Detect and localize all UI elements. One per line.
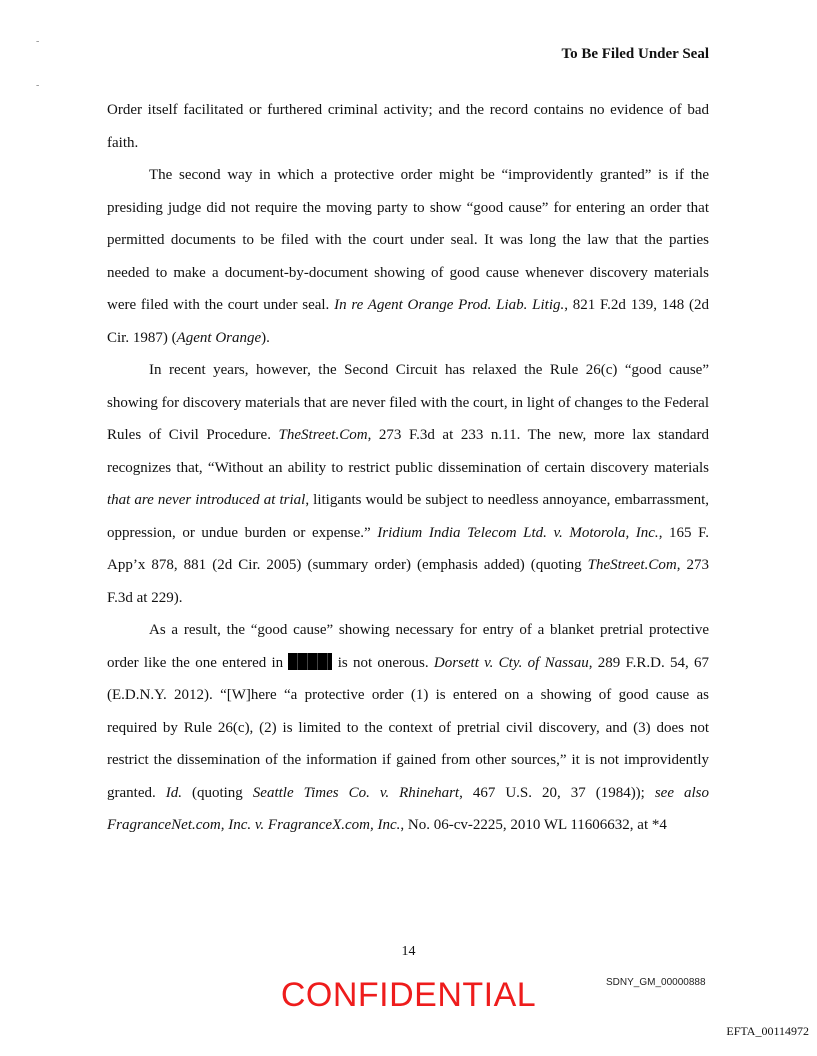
confidential-stamp: CONFIDENTIAL	[280, 976, 537, 1014]
paragraph-4: As a result, the “good cause” showing necessary for entry of a blanket pretrial protective order like the one entered in is not onerous. Dorsett v. Cty. of Nassau, 289 F.R.D. 54, 67 (E.D.N.Y. 2012). “[W]here “a protective order (1) is entered on a showing of good cause as required by Rule 26(c), (2) is limited to the context of pretrial civil discovery, and (3) does not restrict the dissemination of the information if gained from other sources,” it is not improvidently granted. Id. (quoting Seattle Times Co. v. Rhinehart, 467 U.S. 20, 37 (1984)); see also FragranceNet.com, Inc. v. FragranceX.com, Inc., No. 06-cv-2225, 2010 WL 11606632, at *4	[107, 622, 709, 833]
citation-seattle-times: Seattle Times Co. v. Rhinehart	[252, 784, 460, 801]
page-number: 14	[401, 944, 416, 959]
redaction-block	[288, 653, 332, 670]
emphasis-text: that are never introduced at trial	[107, 492, 306, 508]
citation-id: Id.	[165, 784, 182, 801]
citation-dorsett: Dorsett v. Cty. of Nassau	[433, 654, 589, 671]
paragraph-1: Order itself facilitated or furthered criminal activity; and the record contains no evidence of bad faith.	[107, 102, 709, 151]
citation-short-agent-orange: Agent Orange	[176, 329, 262, 346]
citation-iridium: Iridium India Telecom Ltd. v. Motorola, Inc.	[377, 524, 659, 541]
paragraph-2: The second way in which a protective order might be “improvidently granted” is if the presiding judge did not require the moving party to show “good cause” for entering an order that permitted documents to be filed with the court under seal. It was long the law that the parties needed to make a document-by-document showing of good cause whenever discovery materials were filed with the court under seal. In re Agent Orange Prod. Liab. Litig., 821 F.2d 139, 148 (2d Cir. 1987) (Agent Orange).	[107, 167, 709, 346]
paragraph-3: In recent years, however, the Second Circuit has relaxed the Rule 26(c) “good cause” showing for discovery materials that are never filed with the court, in light of changes to the Federal Rules of Civil Procedure. TheStreet.Com, 273 F.3d at 233 n.11. The new, more lax standard recognizes that, “Without an ability to restrict public dissemination of certain discovery materials that are never introduced at trial, litigants would be subject to needless annoyance, embarrassment, oppression, or undue burden or expense.” Iridium India Telecom Ltd. v. Motorola, Inc., 165 F. App’x 878, 881 (2d Cir. 2005) (summary order) (emphasis added) (quoting TheStreet.Com, 273 F.3d at 229).	[107, 362, 709, 606]
citation-fragrancenet: see also FragranceNet.com, Inc. v. FragranceX.com, Inc.	[107, 784, 709, 833]
citation-thestreet-2: TheStreet.Com	[587, 557, 677, 573]
seal-header: To Be Filed Under Seal	[561, 46, 709, 62]
citation-thestreet: TheStreet.Com	[278, 427, 368, 443]
citation-agent-orange: In re Agent Orange Prod. Liab. Litig.	[334, 297, 565, 313]
bates-number: SDNY_GM_00000888	[606, 977, 706, 988]
margin-marks: - -	[36, 36, 40, 91]
efta-number: EFTA_00114972	[726, 1024, 809, 1038]
document-body	[107, 94, 709, 842]
